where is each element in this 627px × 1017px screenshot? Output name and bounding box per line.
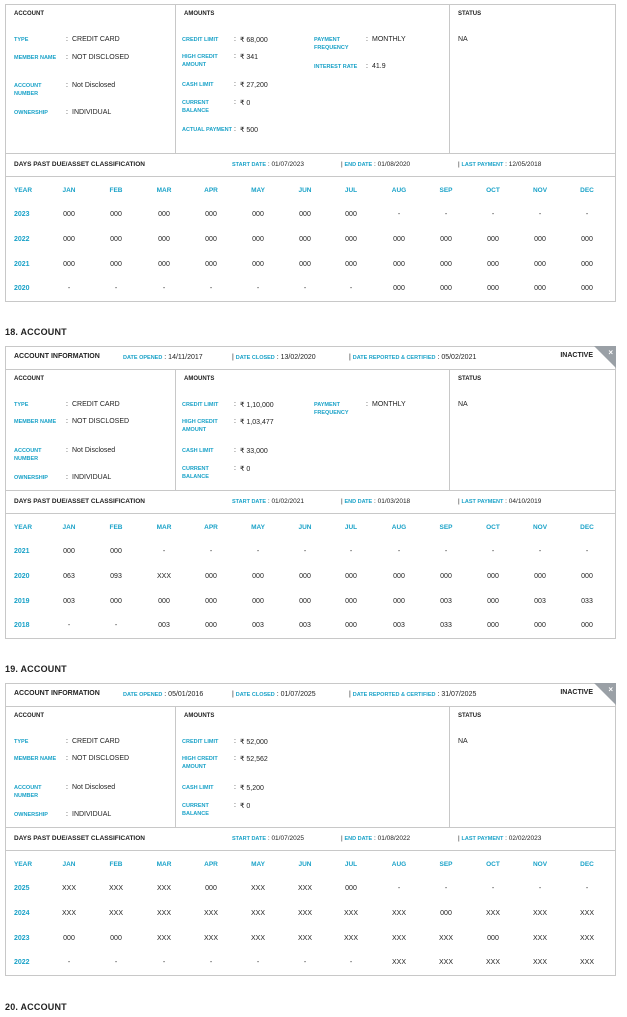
dpd-title: DAYS PAST DUE/ASSET CLASSIFICATION xyxy=(14,498,145,505)
high-credit-value: ₹ 341 xyxy=(240,54,259,61)
grid-cell: XXX xyxy=(61,910,76,917)
account-info-title: ACCOUNT INFORMATION xyxy=(14,690,100,697)
date-opened: DATE OPENED : 14/11/2017 xyxy=(123,354,203,361)
grid-cell: XXX xyxy=(61,885,76,892)
grid-cell: XXX xyxy=(532,935,547,942)
grid-cell: XXX xyxy=(203,910,218,917)
grid-header-jan: JAN xyxy=(62,861,76,868)
grid-year: 2020 xyxy=(14,573,30,580)
grid-year: 2022 xyxy=(14,959,30,966)
grid-header-mar: MAR xyxy=(156,187,172,194)
dpd-end-date: | END DATE : 01/03/2018 xyxy=(341,498,411,505)
grid-cell: - xyxy=(162,548,166,555)
grid-cell: - xyxy=(444,211,448,218)
grid-cell: 000 xyxy=(299,573,311,580)
grid-cell: XXX xyxy=(156,935,171,942)
grid-cell: 000 xyxy=(440,261,452,268)
grid-cell: XXX xyxy=(485,959,500,966)
grid-header-dec: DEC xyxy=(580,524,594,531)
current-balance-value: ₹ 0 xyxy=(240,100,251,107)
dpd-last-payment: | LAST PAYMENT : 02/02/2023 xyxy=(458,835,542,842)
grid-cell: 000 xyxy=(63,236,75,243)
date-reported: | DATE REPORTED & CERTIFIED : 31/07/2025 xyxy=(349,691,477,698)
grid-header-jul: JUL xyxy=(344,524,358,531)
grid-cell: - xyxy=(303,285,307,292)
grid-cell: - xyxy=(256,285,260,292)
grid-cell: 000 xyxy=(205,236,217,243)
grid-year: 2020 xyxy=(14,285,30,292)
grid-cell: - xyxy=(585,548,589,555)
grid-year: 2025 xyxy=(14,885,30,892)
grid-cell: 000 xyxy=(345,261,357,268)
actual-payment-label: ACTUAL PAYMENT xyxy=(182,127,233,133)
grid-cell: XXX xyxy=(438,935,453,942)
grid-cell: XXX xyxy=(250,910,265,917)
grid-cell: 000 xyxy=(63,935,75,942)
grid-cell: 000 xyxy=(581,573,593,580)
grid-header-oct: OCT xyxy=(486,524,500,531)
grid-cell: 000 xyxy=(252,261,264,268)
grid-cell: - xyxy=(349,548,353,555)
grid-cell: - xyxy=(162,285,166,292)
grid-cell: XXX xyxy=(532,910,547,917)
dpd-grid xyxy=(6,177,615,303)
amounts-heading: AMOUNTS xyxy=(184,376,215,382)
grid-cell: - xyxy=(256,959,260,966)
grid-cell: 000 xyxy=(252,236,264,243)
grid-cell: XXX xyxy=(250,885,265,892)
date-closed: | DATE CLOSED : 13/02/2020 xyxy=(232,354,316,361)
grid-cell: - xyxy=(114,959,118,966)
account-heading: ACCOUNT xyxy=(14,376,44,382)
grid-cell: 000 xyxy=(534,261,546,268)
grid-cell: 003 xyxy=(534,598,546,605)
grid-cell: 000 xyxy=(534,236,546,243)
grid-cell: - xyxy=(114,285,118,292)
grid-cell: 003 xyxy=(299,622,311,629)
grid-cell: 000 xyxy=(63,261,75,268)
dpd-last-payment: | LAST PAYMENT : 12/05/2018 xyxy=(458,161,542,168)
dpd-header xyxy=(6,154,615,177)
grid-cell: 063 xyxy=(63,573,75,580)
dpd-end-date: | END DATE : 01/08/2020 xyxy=(341,161,411,168)
account-info-row xyxy=(6,347,615,370)
grid-cell: - xyxy=(444,548,448,555)
grid-header-aug: AUG xyxy=(391,861,407,868)
grid-header-feb: FEB xyxy=(109,861,123,868)
interest-rate-value: 41.9 xyxy=(372,63,386,70)
account-column: ACCOUNT TYPE : CREDIT CARD MEMBER NAME : NOT DISCLOSED ACCOUNT NUMBER : Not Disclosed OWNERSHIP : INDIVIDUAL xyxy=(6,370,176,490)
grid-cell: 000 xyxy=(110,261,122,268)
status-heading: STATUS xyxy=(458,713,482,719)
close-icon[interactable]: × xyxy=(608,685,613,694)
dpd-grid xyxy=(6,851,615,977)
grid-cell: 000 xyxy=(487,236,499,243)
credit-limit-value: ₹ 68,000 xyxy=(240,37,268,44)
grid-cell: 000 xyxy=(205,885,217,892)
grid-cell: 000 xyxy=(158,236,170,243)
grid-cell: 000 xyxy=(205,261,217,268)
grid-header-aug: AUG xyxy=(391,524,407,531)
credit-limit-label: CREDIT LIMIT xyxy=(182,37,219,43)
grid-cell: 000 xyxy=(252,211,264,218)
grid-cell: 093 xyxy=(110,573,122,580)
grid-cell: 000 xyxy=(110,211,122,218)
grid-header-may: MAY xyxy=(251,861,265,868)
grid-cell: XXX xyxy=(108,885,123,892)
section-title-20: 20. ACCOUNT xyxy=(5,1002,67,1012)
grid-cell: 000 xyxy=(487,261,499,268)
grid-cell: XXX xyxy=(579,910,594,917)
grid-cell: 000 xyxy=(110,236,122,243)
grid-cell: XXX xyxy=(156,885,171,892)
dpd-start-date: START DATE : 01/07/2025 xyxy=(232,835,304,842)
grid-cell: 000 xyxy=(393,236,405,243)
number-value: Not Disclosed xyxy=(72,82,116,89)
grid-cell: XXX xyxy=(108,910,123,917)
grid-cell: 000 xyxy=(487,622,499,629)
amounts-column: AMOUNTS CREDIT LIMIT : ₹ 1,10,000 HIGH CREDIT AMOUNT : ₹ 1,03,477 CASH LIMIT : ₹ 33,000 CURRENT BALANCE : ₹ 0 PAYMENT FREQUENCY : MONTHLY xyxy=(176,370,450,490)
grid-header-mar: MAR xyxy=(156,524,172,531)
grid-cell: - xyxy=(67,285,71,292)
grid-header-dec: DEC xyxy=(580,187,594,194)
grid-cell: - xyxy=(303,548,307,555)
account-columns xyxy=(6,370,615,491)
grid-year: 2023 xyxy=(14,211,30,218)
grid-cell: 033 xyxy=(581,598,593,605)
grid-header-may: MAY xyxy=(251,524,265,531)
grid-cell: 000 xyxy=(110,935,122,942)
grid-header-jun: JUN xyxy=(298,861,312,868)
grid-header-apr: APR xyxy=(204,524,218,531)
grid-cell: 000 xyxy=(299,211,311,218)
grid-cell: 000 xyxy=(534,573,546,580)
dpd-end-date: | END DATE : 01/08/2022 xyxy=(341,835,411,842)
grid-cell: - xyxy=(349,285,353,292)
grid-cell: 000 xyxy=(299,261,311,268)
actual-payment-value: ₹ 500 xyxy=(240,127,259,134)
grid-cell: 003 xyxy=(252,622,264,629)
account-column: ACCOUNT TYPE : CREDIT CARD MEMBER NAME : NOT DISCLOSED ACCOUNT NUMBER : Not Disclosed OWNERSHIP : INDIVIDUAL xyxy=(6,707,176,827)
grid-cell: XXX xyxy=(297,910,312,917)
grid-cell: 003 xyxy=(158,622,170,629)
grid-cell: - xyxy=(209,285,213,292)
grid-cell: 000 xyxy=(158,598,170,605)
dpd-start-date: START DATE : 01/02/2021 xyxy=(232,498,304,505)
section-title-19: 19. ACCOUNT xyxy=(5,664,67,674)
grid-cell: 000 xyxy=(487,598,499,605)
amounts-heading: AMOUNTS xyxy=(184,11,215,17)
grid-cell: XXX xyxy=(343,910,358,917)
grid-cell: - xyxy=(67,959,71,966)
grid-cell: - xyxy=(397,885,401,892)
grid-cell: XXX xyxy=(391,935,406,942)
grid-cell: 000 xyxy=(345,573,357,580)
grid-cell: XXX xyxy=(391,910,406,917)
close-icon[interactable]: × xyxy=(608,348,613,357)
grid-year: 2024 xyxy=(14,910,30,917)
status-value: NA xyxy=(458,401,468,408)
grid-header-oct: OCT xyxy=(486,187,500,194)
high-credit-label: HIGH CREDIT AMOUNT xyxy=(182,54,218,68)
dpd-start-date: START DATE : 01/07/2023 xyxy=(232,161,304,168)
inactive-badge: INACTIVE xyxy=(560,352,593,359)
grid-cell: 000 xyxy=(440,910,452,917)
grid-header-year: YEAR xyxy=(14,861,33,868)
inactive-badge: INACTIVE xyxy=(560,689,593,696)
grid-cell: 003 xyxy=(393,622,405,629)
grid-header-jan: JAN xyxy=(62,187,76,194)
grid-cell: XXX xyxy=(532,959,547,966)
grid-cell: 000 xyxy=(487,573,499,580)
grid-cell: XXX xyxy=(297,885,312,892)
grid-cell: 000 xyxy=(393,598,405,605)
dpd-header xyxy=(6,491,615,514)
grid-cell: 000 xyxy=(252,598,264,605)
grid-year: 2019 xyxy=(14,598,30,605)
dpd-title: DAYS PAST DUE/ASSET CLASSIFICATION xyxy=(14,835,145,842)
account-info-title: ACCOUNT INFORMATION xyxy=(14,353,100,360)
member-label: MEMBER NAME xyxy=(14,55,57,61)
grid-cell: - xyxy=(491,885,495,892)
date-reported: | DATE REPORTED & CERTIFIED : 05/02/2021 xyxy=(349,354,477,361)
grid-header-jul: JUL xyxy=(344,861,358,868)
grid-cell: 000 xyxy=(534,285,546,292)
grid-header-sep: SEP xyxy=(439,524,453,531)
grid-cell: - xyxy=(538,211,542,218)
account-card-18 xyxy=(5,346,616,639)
account-heading: ACCOUNT xyxy=(14,713,44,719)
grid-cell: - xyxy=(538,548,542,555)
grid-cell: XXX xyxy=(203,935,218,942)
grid-cell: 000 xyxy=(205,598,217,605)
payment-frequency-value: MONTHLY xyxy=(372,36,406,43)
grid-header-oct: OCT xyxy=(486,861,500,868)
type-label: TYPE xyxy=(14,37,29,43)
grid-cell: 000 xyxy=(345,885,357,892)
grid-cell: - xyxy=(491,211,495,218)
account-column: ACCOUNT TYPE : CREDIT CARD MEMBER NAME : NOT DISCLOSED ACCOUNT NUMBER : Not Disclosed OWNERSHIP : INDIVIDUAL xyxy=(6,5,176,153)
grid-cell: - xyxy=(397,548,401,555)
grid-cell: 000 xyxy=(393,261,405,268)
grid-header-aug: AUG xyxy=(391,187,407,194)
grid-cell: 000 xyxy=(205,622,217,629)
dpd-grid xyxy=(6,514,615,640)
grid-cell: XXX xyxy=(343,935,358,942)
grid-header-feb: FEB xyxy=(109,524,123,531)
payment-frequency-label: PAYMENT FREQUENCY xyxy=(314,37,349,51)
grid-cell: 000 xyxy=(205,211,217,218)
grid-header-apr: APR xyxy=(204,861,218,868)
grid-cell: 000 xyxy=(581,622,593,629)
amounts-column: AMOUNTS CREDIT LIMIT : ₹ 52,000 HIGH CREDIT AMOUNT : ₹ 52,562 CASH LIMIT : ₹ 5,200 CURRENT BALANCE : ₹ 0 xyxy=(176,707,450,827)
grid-header-nov: NOV xyxy=(532,187,548,194)
cash-limit-value: ₹ 27,200 xyxy=(240,82,268,89)
grid-year: 2021 xyxy=(14,548,30,555)
grid-cell: - xyxy=(209,959,213,966)
grid-cell: 000 xyxy=(393,573,405,580)
grid-year: 2018 xyxy=(14,622,30,629)
grid-cell: 000 xyxy=(440,573,452,580)
ownership-label: OWNERSHIP xyxy=(14,110,48,116)
grid-header-jun: JUN xyxy=(298,524,312,531)
grid-cell: 000 xyxy=(534,622,546,629)
grid-header-sep: SEP xyxy=(439,861,453,868)
grid-header-jul: JUL xyxy=(344,187,358,194)
dpd-title: DAYS PAST DUE/ASSET CLASSIFICATION xyxy=(14,161,145,168)
grid-cell: XXX xyxy=(297,935,312,942)
status-column xyxy=(450,707,615,827)
account-heading: ACCOUNT xyxy=(14,11,44,17)
grid-cell: 000 xyxy=(299,598,311,605)
grid-cell: 000 xyxy=(110,548,122,555)
grid-cell: 000 xyxy=(581,285,593,292)
grid-cell: - xyxy=(585,211,589,218)
ownership-value: INDIVIDUAL xyxy=(72,109,112,116)
grid-cell: - xyxy=(585,885,589,892)
grid-year: 2023 xyxy=(14,935,30,942)
status-column xyxy=(450,370,615,490)
status-heading: STATUS xyxy=(458,376,482,382)
grid-cell: 000 xyxy=(581,236,593,243)
grid-header-may: MAY xyxy=(251,187,265,194)
grid-header-sep: SEP xyxy=(439,187,453,194)
grid-header-dec: DEC xyxy=(580,861,594,868)
date-closed: | DATE CLOSED : 01/07/2025 xyxy=(232,691,316,698)
grid-header-year: YEAR xyxy=(14,524,33,531)
grid-cell: XXX xyxy=(156,910,171,917)
status-column xyxy=(450,5,615,153)
grid-cell: - xyxy=(397,211,401,218)
grid-cell: 003 xyxy=(440,598,452,605)
status-value: NA xyxy=(458,36,468,43)
dpd-last-payment: | LAST PAYMENT : 04/10/2019 xyxy=(458,498,542,505)
grid-cell: 000 xyxy=(440,285,452,292)
grid-cell: 000 xyxy=(345,622,357,629)
grid-cell: XXX xyxy=(579,959,594,966)
interest-rate-label: INTEREST RATE xyxy=(314,64,358,70)
grid-cell: 000 xyxy=(487,935,499,942)
grid-header-year: YEAR xyxy=(14,187,33,194)
account-columns xyxy=(6,707,615,828)
grid-cell: - xyxy=(114,622,118,629)
grid-cell: 000 xyxy=(252,573,264,580)
grid-cell: - xyxy=(538,885,542,892)
status-heading: STATUS xyxy=(458,11,482,17)
grid-header-nov: NOV xyxy=(532,861,548,868)
grid-header-jun: JUN xyxy=(298,187,312,194)
grid-cell: 000 xyxy=(345,236,357,243)
grid-cell: XXX xyxy=(391,959,406,966)
grid-cell: - xyxy=(209,548,213,555)
grid-cell: 000 xyxy=(440,236,452,243)
amounts-column: AMOUNTS CREDIT LIMIT : ₹ 68,000 HIGH CREDIT AMOUNT : ₹ 341 CASH LIMIT : ₹ 27,200 CURRENT BALANCE : ₹ 0 ACTUAL PAYMENT : ₹ 500 PAYMENT FREQUENCY : MONTHLY INTEREST RATE : 41.9 xyxy=(176,5,450,153)
grid-cell: 000 xyxy=(581,261,593,268)
section-title-18: 18. ACCOUNT xyxy=(5,327,67,337)
date-opened: DATE OPENED : 05/01/2016 xyxy=(123,691,204,698)
grid-cell: 033 xyxy=(440,622,452,629)
grid-cell: - xyxy=(303,959,307,966)
grid-header-jan: JAN xyxy=(62,524,76,531)
status-value: NA xyxy=(458,738,468,745)
grid-cell: 000 xyxy=(299,236,311,243)
grid-cell: 003 xyxy=(63,598,75,605)
grid-cell: 000 xyxy=(345,598,357,605)
grid-cell: 000 xyxy=(158,261,170,268)
grid-cell: 000 xyxy=(393,285,405,292)
grid-cell: XXX xyxy=(156,573,171,580)
current-balance-label: CURRENT BALANCE xyxy=(182,100,209,114)
grid-cell: XXX xyxy=(579,935,594,942)
account-card-17 xyxy=(5,4,616,302)
grid-cell: - xyxy=(444,885,448,892)
grid-cell: 000 xyxy=(158,211,170,218)
grid-cell: 000 xyxy=(63,211,75,218)
cash-limit-label: CASH LIMIT xyxy=(182,82,214,88)
grid-header-nov: NOV xyxy=(532,524,548,531)
grid-cell: 000 xyxy=(205,573,217,580)
grid-header-feb: FEB xyxy=(109,187,123,194)
grid-cell: XXX xyxy=(438,959,453,966)
account-columns xyxy=(6,5,615,154)
grid-cell: - xyxy=(256,548,260,555)
grid-cell: - xyxy=(349,959,353,966)
grid-cell: - xyxy=(162,959,166,966)
member-value: NOT DISCLOSED xyxy=(72,54,130,61)
grid-year: 2021 xyxy=(14,261,30,268)
grid-year: 2022 xyxy=(14,236,30,243)
grid-cell: 000 xyxy=(63,548,75,555)
number-label: ACCOUNT NUMBER xyxy=(14,83,42,97)
account-info-row xyxy=(6,684,615,707)
grid-cell: - xyxy=(67,622,71,629)
grid-cell: XXX xyxy=(250,935,265,942)
dpd-header xyxy=(6,828,615,851)
grid-cell: 000 xyxy=(345,211,357,218)
grid-header-apr: APR xyxy=(204,187,218,194)
amounts-heading: AMOUNTS xyxy=(184,713,215,719)
grid-cell: 000 xyxy=(110,598,122,605)
type-value: CREDIT CARD xyxy=(72,36,120,43)
grid-cell: - xyxy=(491,548,495,555)
grid-header-mar: MAR xyxy=(156,861,172,868)
grid-cell: 000 xyxy=(487,285,499,292)
grid-cell: XXX xyxy=(485,910,500,917)
account-card-19 xyxy=(5,683,616,976)
